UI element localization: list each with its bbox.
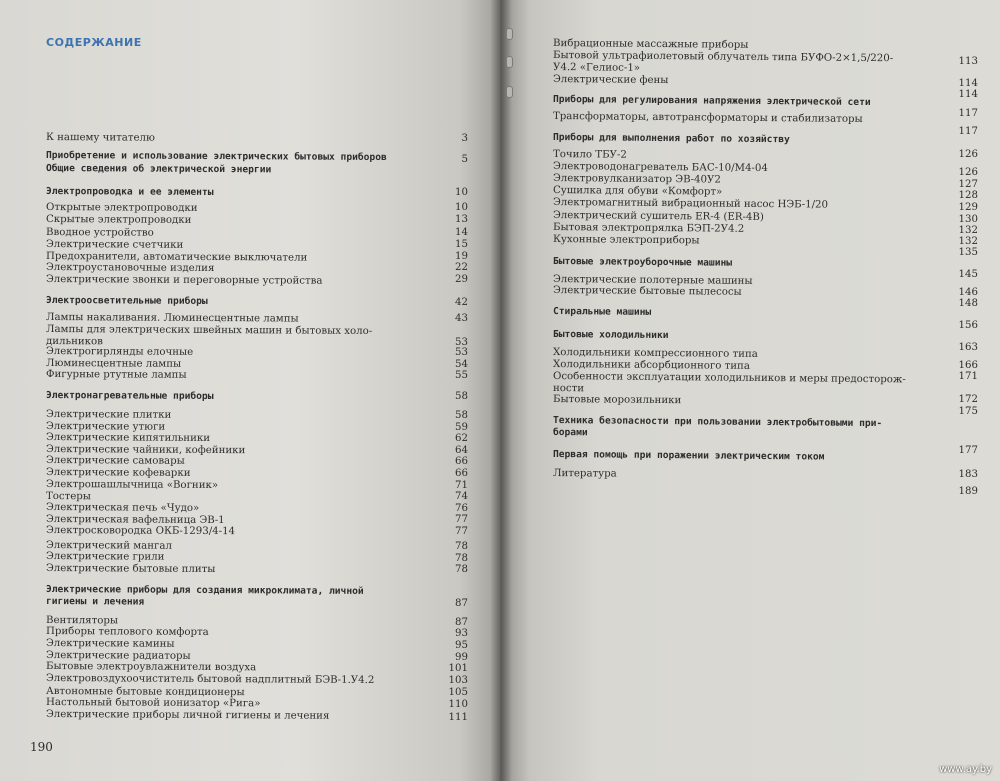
toc-entry-text: Электрогирлянды елочные — [45, 346, 194, 358]
toc-page-number: 146 — [958, 287, 978, 298]
toc-page-number: 53 — [455, 347, 468, 358]
toc-page-number: 172 — [958, 394, 978, 405]
toc-entry — [553, 185, 722, 196]
toc-entry — [553, 173, 721, 184]
toc-entry — [553, 274, 753, 285]
toc-page-number: 99 — [455, 652, 468, 663]
binding-stitch — [506, 28, 513, 40]
toc-section-heading — [552, 449, 825, 463]
toc-section-heading — [46, 390, 214, 401]
toc-entry-text: Лампы для электрических швейных машин и бытовых холо- — [45, 324, 373, 337]
toc-entry — [46, 251, 307, 262]
toc-entry-text: Электрические радиаторы — [45, 650, 191, 662]
toc-entry — [46, 638, 175, 649]
toc-entry-text: Кухонные электроприборы — [552, 234, 700, 247]
toc-entry — [46, 274, 322, 285]
toc-page-number: 110 — [448, 699, 468, 710]
page-number: 190 — [30, 740, 53, 754]
toc-page-number: 77 — [455, 526, 468, 537]
toc-entry-text: Литература — [552, 468, 617, 480]
toc-page-number: 15 — [455, 239, 468, 250]
toc-entry-text: Электрические звонки и переговорные устройства — [45, 274, 323, 287]
toc-entry — [46, 525, 235, 536]
toc-entry-text: Электрические кипятильники — [45, 432, 211, 445]
toc-entry — [553, 285, 742, 296]
toc-page-number: 66 — [455, 456, 468, 467]
toc-page-number: 64 — [455, 445, 468, 456]
toc-entry — [46, 626, 209, 637]
toc-section-heading — [552, 94, 871, 109]
toc-section-heading — [46, 295, 208, 306]
toc-entry — [553, 38, 748, 49]
watermark: www.ay.by — [939, 764, 992, 775]
toc-entry-text: Электрический сушитель ER-4 (ER-4B) — [552, 210, 764, 224]
toc-page-number: 55 — [455, 370, 468, 381]
toc-entry — [46, 540, 172, 551]
toc-entry-text: Техника безопасности при пользовании электробытовыми при- — [552, 415, 883, 430]
toc-entry-text: Электрические кофеварки — [45, 467, 191, 479]
toc-page-number: 127 — [958, 179, 978, 190]
toc-entry-text: Электросковородка ОКБ-1293/4-14 — [45, 525, 236, 538]
toc-entry — [46, 262, 214, 273]
toc-page-number: 78 — [455, 553, 468, 564]
toc-entry-text: Лампы накаливания. Люминесцентные лампы — [45, 312, 299, 325]
toc-entry — [46, 686, 245, 697]
toc-page-number: 78 — [455, 564, 468, 575]
toc-page-number: 177 — [958, 445, 978, 456]
toc-entry — [552, 371, 906, 386]
toc-section-heading — [45, 150, 387, 164]
toc-section-heading — [553, 306, 651, 317]
toc-entry-text: К нашему читателю — [45, 132, 155, 144]
toc-section-heading — [553, 256, 732, 267]
toc-page-number: 126 — [958, 167, 978, 178]
toc-entry — [553, 222, 744, 233]
toc-page-number: 22 — [455, 262, 468, 273]
toc-entry-text: Бытовые электроуборочные машины — [552, 256, 733, 269]
toc-entry-text: Электрическая вафельница ЭВ-1 — [45, 514, 225, 527]
toc-page-number: 42 — [455, 297, 468, 308]
toc-entry-text: Электрические грили — [45, 551, 165, 563]
toc-entry-text: Электрические приборы личной гигиены и лечения — [45, 709, 330, 722]
toc-entry-text: У4.2 «Гелиос-1» — [552, 62, 641, 74]
toc-entry-text: Электроосветительные приборы — [45, 295, 208, 307]
toc-page-number: 76 — [455, 503, 468, 514]
toc-entry-text: Первая помощь при поражении электрическим током — [552, 449, 825, 463]
toc-entry — [46, 615, 118, 626]
toc-entry-text: Предохранители, автоматические выключатели — [45, 251, 308, 264]
toc-entry-text: Стиральные машины — [552, 306, 652, 318]
toc-entry — [46, 479, 218, 490]
toc-entry — [46, 650, 191, 661]
toc-section-heading — [553, 427, 588, 438]
toc-page-number: 43 — [455, 313, 468, 324]
toc-section-heading — [46, 186, 214, 197]
toc-page-number: 5 — [461, 154, 468, 165]
toc-entry-text: Бытовые морозильники — [552, 394, 682, 407]
toc-entry-text: Электрический мангал — [45, 540, 172, 552]
toc-entry — [46, 369, 187, 380]
toc-entry-text: Холодильники компрессионного типа — [552, 347, 758, 360]
toc-entry — [46, 202, 198, 213]
toc-section-heading — [46, 596, 144, 607]
toc-entry — [552, 111, 863, 125]
toc-entry — [46, 324, 372, 335]
toc-entry-text: Бытовая электропрялка БЭП-2У4.2 — [552, 222, 745, 235]
toc-page-number: 117 — [958, 126, 978, 137]
toc-page-number: 62 — [455, 433, 468, 444]
toc-section-heading — [552, 415, 883, 430]
toc-page-number: 3 — [461, 133, 468, 144]
toc-entry-text: Электрические бытовые плиты — [45, 563, 216, 576]
toc-entry-text: Электропроводка и ее элементы — [45, 186, 214, 199]
toc-entry-text: Электронагревательные приборы — [45, 390, 214, 403]
toc-page-number: 66 — [455, 468, 468, 479]
toc-page-number: 135 — [958, 247, 978, 258]
toc-page-number: 19 — [455, 251, 468, 262]
toc-page-number: 113 — [958, 56, 978, 67]
toc-entry — [553, 234, 700, 245]
toc-entry-text: Электрические приборы для создания микроклимата, личной — [45, 584, 364, 597]
toc-entry-text: Электроустановочные изделия — [45, 262, 215, 275]
toc-entry — [46, 514, 225, 525]
toc-entry-text: Приборы теплового комфорта — [45, 626, 209, 638]
toc-entry-text: Бытовые электроувлажнители воздуха — [45, 661, 257, 674]
binding-stitch — [506, 56, 513, 68]
toc-page-number: 10 — [455, 187, 468, 198]
toc-page-number: 175 — [958, 406, 978, 417]
toc-entry — [553, 394, 681, 405]
toc-page-number: 145 — [958, 269, 978, 280]
toc-page-number: 58 — [455, 391, 468, 402]
toc-page-number: 163 — [958, 342, 978, 353]
toc-entry-text: Точило ТБУ-2 — [552, 149, 627, 161]
toc-entry-text: Электровулканизатор ЭВ-40У2 — [552, 173, 721, 186]
toc-entry — [46, 132, 155, 143]
toc-entry-text: Электрические полотерные машины — [552, 274, 753, 287]
toc-section-heading — [552, 132, 790, 146]
toc-page-number: 29 — [455, 274, 468, 285]
toc-page-number: 171 — [958, 371, 978, 382]
toc-entry-text: Общие сведения об электрической энергии — [45, 163, 272, 176]
toc-page-number: 166 — [958, 360, 978, 371]
toc-entry — [46, 346, 193, 357]
toc-page-number: 87 — [455, 617, 468, 628]
toc-page-number: 129 — [958, 202, 978, 213]
toc-entry — [46, 467, 191, 478]
toc-page-number: 53 — [455, 337, 468, 348]
toc-page-number: 189 — [958, 486, 978, 497]
toc-entry-text: Вентиляторы — [45, 615, 119, 627]
toc-entry — [46, 358, 181, 369]
toc-entry-text: Электрические фены — [552, 74, 669, 87]
toc-page-number: 111 — [448, 712, 468, 723]
toc-entry — [46, 239, 183, 250]
toc-entry — [46, 502, 199, 513]
toc-entry-text: Электрошашлычница «Вогник» — [45, 479, 219, 492]
toc-page-number: 59 — [455, 422, 468, 433]
toc-entry-text: Бытовые холодильники — [552, 329, 669, 342]
toc-page-number: 77 — [455, 514, 468, 525]
toc-page-number: 101 — [448, 663, 468, 674]
toc-page-number: 58 — [455, 410, 468, 421]
book-gutter — [490, 0, 512, 781]
toc-entry-text: Вибрационные массажные приборы — [552, 38, 749, 51]
toc-entry — [553, 74, 668, 85]
toc-page-number: 117 — [958, 108, 978, 119]
toc-entry — [46, 455, 185, 466]
toc-page-number: 103 — [448, 675, 468, 686]
toc-entry-text: Электрические счетчики — [45, 239, 184, 251]
right-toc-page-numbers — [938, 0, 978, 781]
toc-page-number: 87 — [455, 598, 468, 609]
toc-entry-text: дильников — [45, 336, 103, 348]
toc-page-number: 156 — [958, 320, 978, 331]
toc-entry-text: Приборы для регулирования напряжения электрической сети — [552, 94, 871, 109]
toc-entry — [552, 210, 764, 224]
toc-entry — [553, 149, 627, 160]
toc-entry-text: Открытые электропроводки — [45, 202, 198, 214]
toc-page-number: 93 — [455, 628, 468, 639]
toc-section-heading — [46, 584, 364, 595]
toc-entry-text: Настольный бытовой ионизатор «Рига» — [45, 697, 261, 710]
toc-page-number: 128 — [958, 190, 978, 201]
toc-entry-text: ности — [552, 383, 585, 395]
toc-entry — [46, 563, 215, 574]
toc-entry — [46, 312, 299, 323]
toc-page-number: 10 — [455, 202, 468, 213]
contents-heading: СОДЕРЖАНИЕ — [46, 36, 142, 49]
toc-page-number: 105 — [448, 687, 468, 698]
toc-entry-text: Электроводонагреватель БАС-10/М4-04 — [552, 161, 768, 175]
toc-entry-text: Электрические чайники, кофейники — [45, 444, 246, 457]
toc-page-number: 114 — [958, 78, 978, 89]
toc-entry-text: Электрические самовары — [45, 455, 185, 467]
toc-entry — [46, 421, 165, 432]
toc-entry-text: Автономные бытовые кондиционеры — [45, 686, 245, 699]
toc-entry-text: Приобретение и использование электрических бытовых приборов — [45, 150, 387, 164]
toc-entry-text: Электровоздухоочиститель бытовой надплитный БЭВ-1.У4.2 — [45, 673, 375, 687]
toc-entry — [46, 432, 210, 443]
left-toc-page-numbers — [428, 0, 468, 781]
left-toc-entries — [46, 0, 446, 781]
toc-entry — [553, 62, 640, 73]
toc-entry-text: Электрические бытовые пылесосы — [552, 285, 742, 298]
toc-entry-text: Особенности эксплуатации холодильников и меры предосторож- — [552, 371, 906, 386]
toc-page-number: 78 — [455, 541, 468, 552]
toc-page-number: 114 — [958, 89, 978, 100]
toc-entry-text: Сушилка для обуви «Комфорт» — [552, 185, 723, 198]
toc-entry — [46, 214, 191, 225]
toc-entry-text: Вводное устройство — [45, 227, 154, 239]
toc-page-number: 126 — [958, 149, 978, 160]
toc-entry-text: Электрические камины — [45, 638, 175, 650]
toc-entry-text: Электрическая печь «Чудо» — [45, 502, 200, 514]
toc-entry — [46, 697, 260, 708]
toc-entry-text: Холодильники абсорбционного типа — [552, 359, 750, 372]
toc-entry — [552, 50, 894, 65]
toc-entry-text: Бытовой ультрафиолетовый облучатель типа БУФО-2×1,5/220- — [552, 50, 894, 65]
toc-entry-text: Трансформаторы, автотрансформаторы и стабилизаторы — [552, 111, 863, 125]
toc-entry — [46, 491, 91, 502]
toc-entry-text: Фигурные ртутные лампы — [45, 369, 187, 381]
toc-page-number: 132 — [958, 225, 978, 236]
toc-entry-text: Электромагнитный вибрационный насос НЭБ-1/20 — [552, 197, 829, 211]
toc-entry — [46, 709, 329, 720]
toc-entry — [553, 468, 617, 479]
toc-entry-text: Тостеры — [45, 491, 91, 503]
toc-entry-text: борами — [552, 427, 588, 439]
right-toc-entries — [553, 0, 953, 781]
toc-entry — [553, 359, 750, 370]
binding-stitch — [506, 86, 513, 98]
toc-page-number: 74 — [455, 491, 468, 502]
toc-page-number: 130 — [958, 214, 978, 225]
toc-page-number: 13 — [455, 214, 468, 225]
toc-entry — [46, 409, 171, 420]
toc-entry — [46, 227, 154, 238]
toc-page-number: 54 — [455, 359, 468, 370]
toc-entry-text: Электрические плитки — [45, 409, 172, 421]
toc-page-number: 183 — [958, 469, 978, 480]
toc-entry-text: гигиены и лечения — [45, 596, 145, 608]
toc-entry-text: Скрытые электропроводки — [45, 214, 192, 226]
toc-page-number: 132 — [958, 236, 978, 247]
toc-entry — [46, 551, 164, 562]
toc-entry — [552, 197, 829, 211]
toc-entry — [45, 673, 375, 687]
toc-section-heading — [553, 329, 669, 340]
toc-page-number: 148 — [958, 298, 978, 309]
toc-entry — [553, 383, 584, 394]
toc-entry — [552, 161, 768, 175]
toc-entry-text: Приборы для выполнения работ по хозяйству — [552, 132, 790, 146]
toc-section-heading — [46, 163, 271, 174]
toc-entry-text: Люминесцентные лампы — [45, 358, 182, 370]
toc-page-number: 14 — [455, 227, 468, 238]
toc-page-number: 71 — [455, 480, 468, 491]
toc-entry — [553, 347, 758, 358]
toc-page-number: 95 — [455, 640, 468, 651]
toc-entry-text: Электрические утюги — [45, 421, 166, 433]
toc-entry — [46, 661, 256, 672]
toc-entry — [46, 444, 245, 455]
